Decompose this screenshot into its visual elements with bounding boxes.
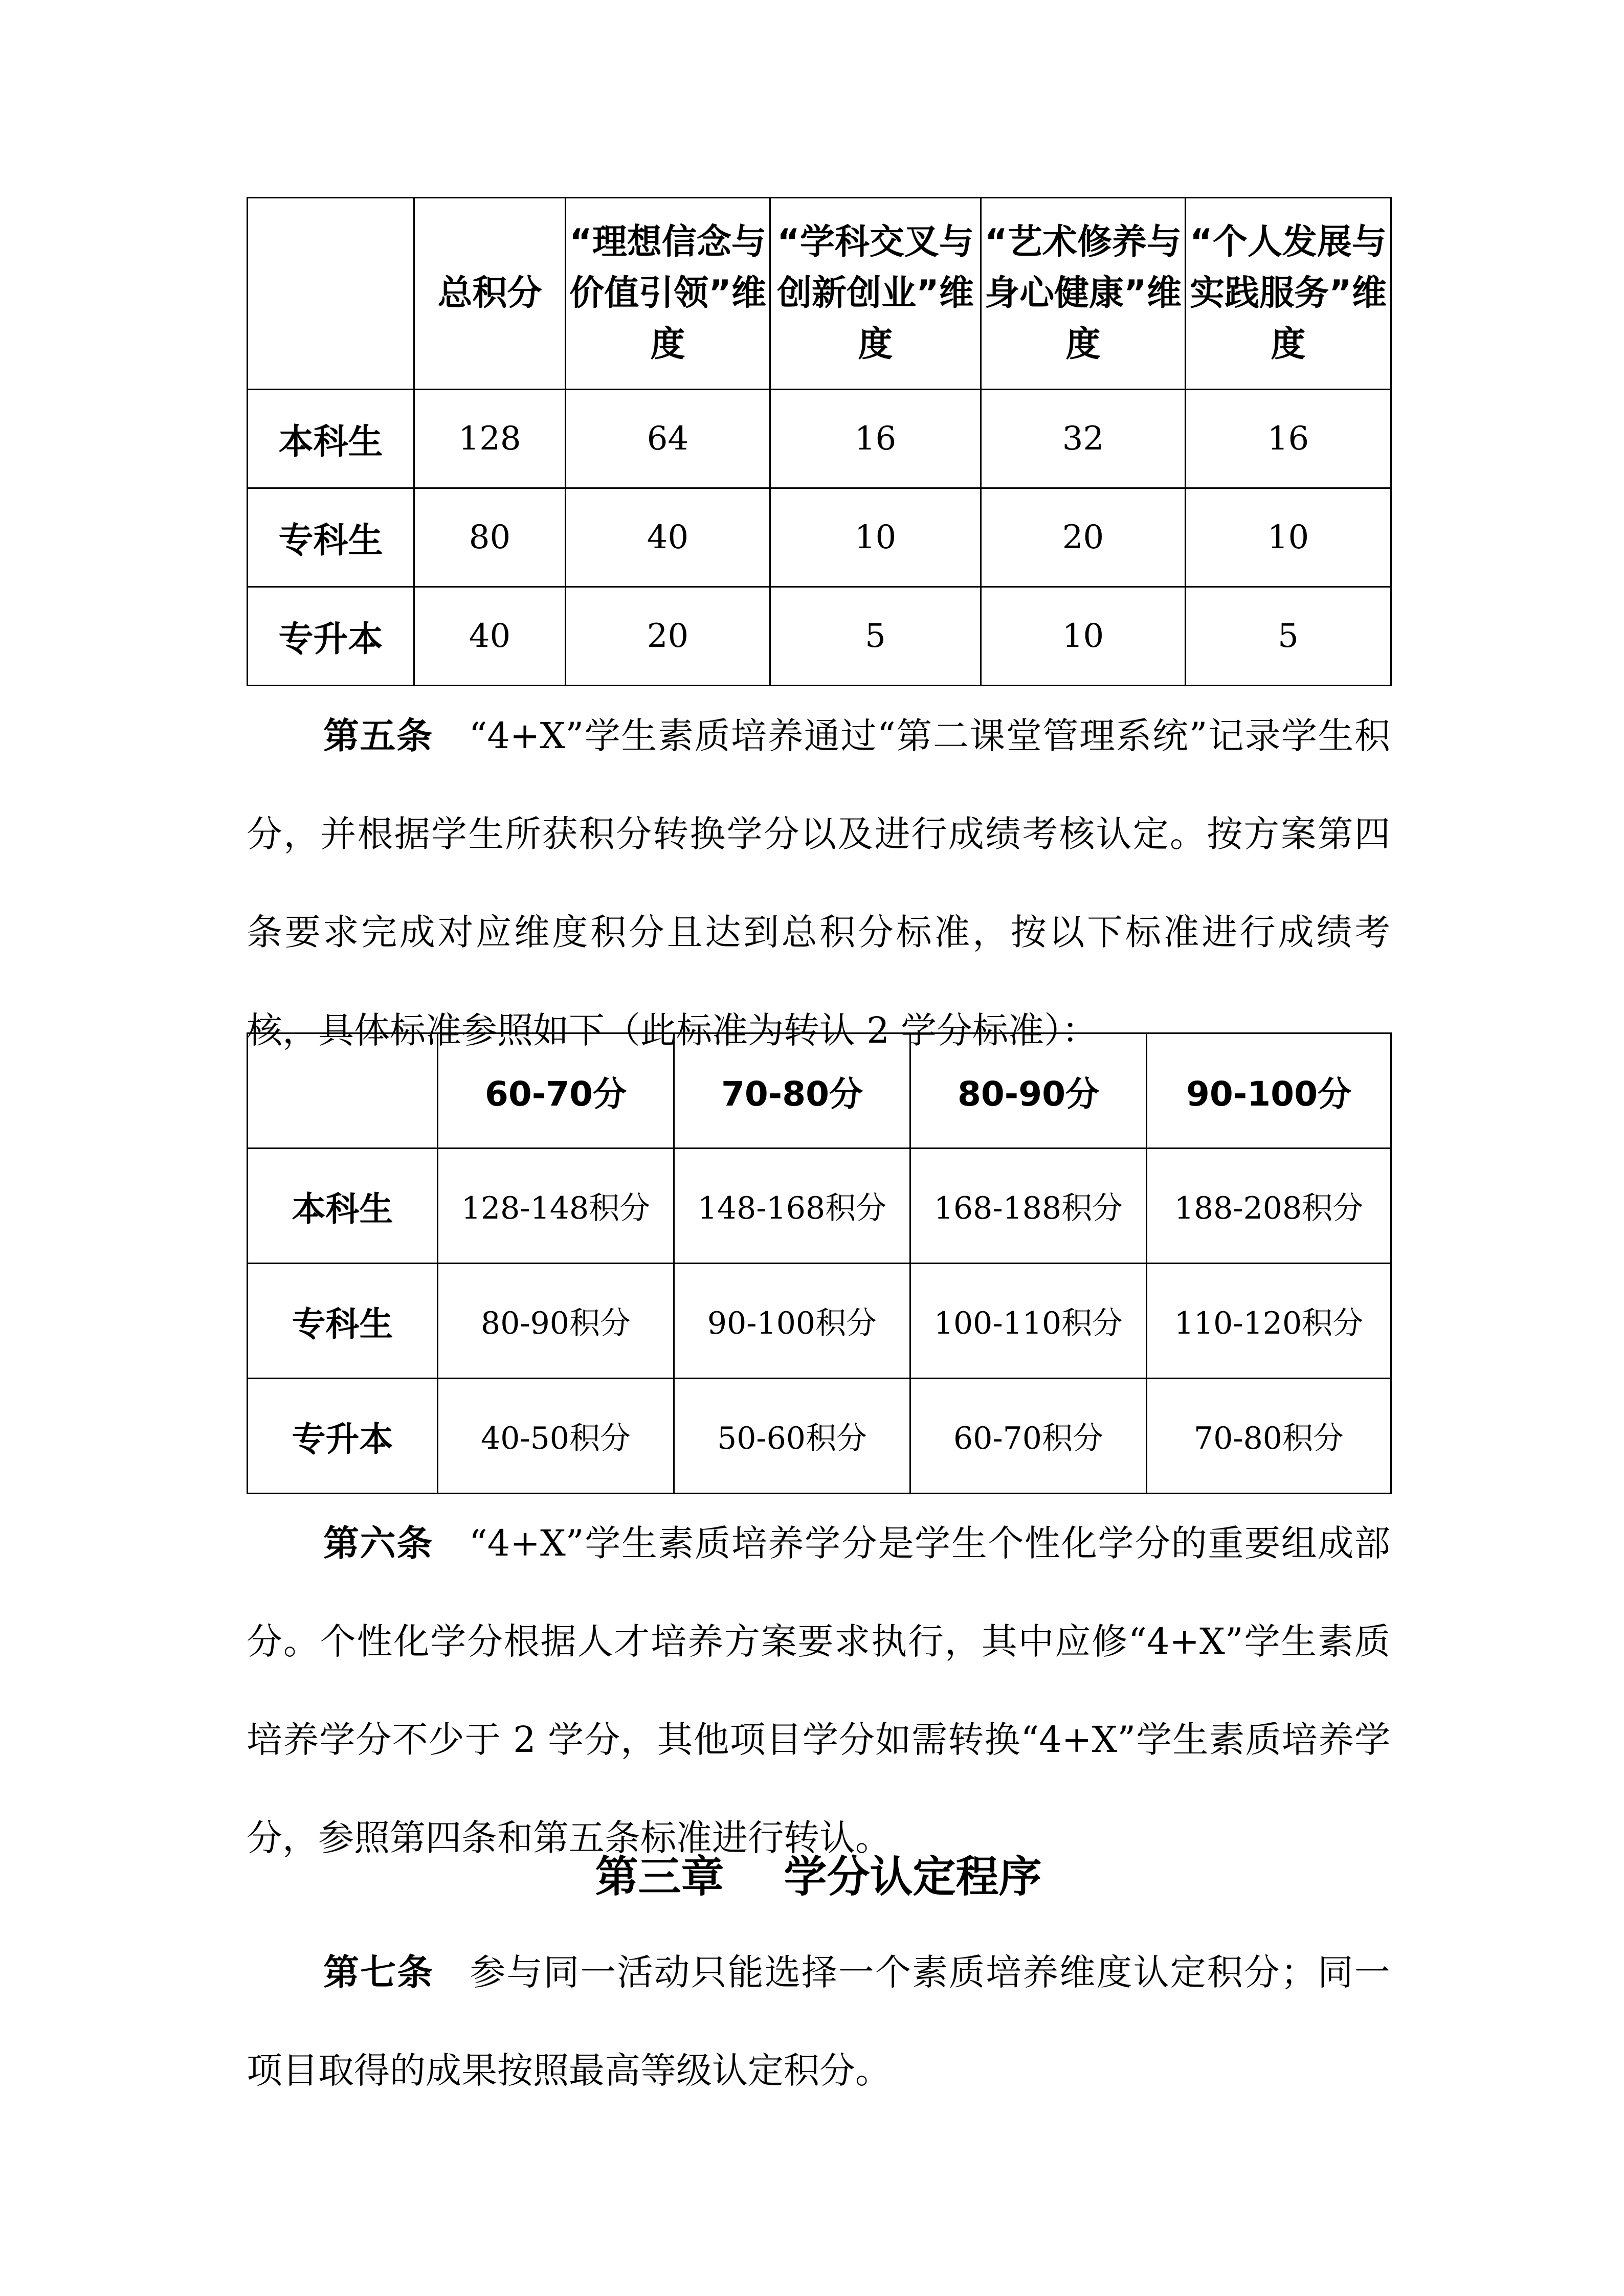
table-row	[248, 488, 1391, 587]
row-label: 专升本	[248, 587, 414, 686]
header-grade-60-70: 60-70分	[438, 1033, 674, 1149]
table-cell: 60-70积分	[910, 1379, 1147, 1494]
table-cell: 128	[414, 390, 566, 488]
table-cell: 20	[981, 488, 1186, 587]
header-interdisciplinary-dimension: “学科交叉与创新创业”维度	[770, 198, 981, 390]
header-cell	[248, 1033, 438, 1149]
table-cell: 90-100积分	[674, 1264, 910, 1379]
row-label: 专升本	[248, 1379, 438, 1494]
article-6-title: 第六条	[323, 1522, 433, 1564]
article-6-text: “4+X”学生素质培养学分是学生个性化学分的重要组成部分。个性化学分根据人才培养方案要求执行，其中应修“4+X”学生素质培养学分不少于 2 学分，其他项目学分如需转换“4+X”学生素质培养学分，参照第四条和第五条标准进行转认。	[247, 1522, 1390, 1859]
table-cell: 168-188积分	[910, 1149, 1147, 1264]
table-cell: 20	[566, 587, 770, 686]
header-ideals-dimension: “理想信念与价值引领”维度	[566, 198, 770, 390]
table-cell: 148-168积分	[674, 1149, 910, 1264]
article-6-paragraph	[247, 1494, 1390, 1887]
row-label: 专科生	[248, 488, 414, 587]
table-cell: 5	[1186, 587, 1391, 686]
article-5-title: 第五条	[323, 715, 433, 757]
table-header-row	[248, 1033, 1391, 1149]
table-row	[248, 1379, 1391, 1494]
header-grade-80-90: 80-90分	[910, 1033, 1147, 1149]
grade-conversion-table	[247, 1032, 1392, 1494]
dimension-credit-table	[247, 197, 1392, 686]
row-label: 专科生	[248, 1264, 438, 1379]
table-cell: 50-60积分	[674, 1379, 910, 1494]
table-cell: 40	[414, 587, 566, 686]
article-5-paragraph	[247, 687, 1390, 1079]
table-row	[248, 390, 1391, 488]
table-cell: 10	[770, 488, 981, 587]
table-cell: 80-90积分	[438, 1264, 674, 1379]
chapter-3-heading: 第三章 学分认定程序	[595, 1852, 1042, 1902]
table-cell: 32	[981, 390, 1186, 488]
header-grade-90-100: 90-100分	[1147, 1033, 1391, 1149]
article-7-paragraph	[247, 1923, 1390, 2120]
table-cell: 188-208积分	[1147, 1149, 1391, 1264]
header-total-credits: 总积分	[414, 198, 566, 390]
row-label: 本科生	[248, 1149, 438, 1264]
table-row	[248, 1149, 1391, 1264]
article-7-title: 第七条	[323, 1951, 434, 1993]
table-cell: 16	[770, 390, 981, 488]
table-cell: 5	[770, 587, 981, 686]
table-cell: 100-110积分	[910, 1264, 1147, 1379]
header-arts-health-dimension: “艺术修养与身心健康”维度	[981, 198, 1186, 390]
article-5-text: “4+X”学生素质培养通过“第二课堂管理系统”记录学生积分，并根据学生所获积分转换学分以及进行成绩考核认定。按方案第四条要求完成对应维度积分且达到总积分标准，按以下标准进行成绩考核，具体标准参照如下（此标准为转认 2 学分标准）：	[247, 715, 1391, 1051]
table-cell: 40-50积分	[438, 1379, 674, 1494]
table-row	[248, 1264, 1391, 1379]
table-cell: 40	[566, 488, 770, 587]
table-cell: 64	[566, 390, 770, 488]
table-cell: 10	[1186, 488, 1391, 587]
table-cell: 16	[1186, 390, 1391, 488]
table-row	[248, 587, 1391, 686]
header-grade-70-80: 70-80分	[674, 1033, 910, 1149]
article-7-text: 参与同一活动只能选择一个素质培养维度认定积分；同一项目取得的成果按照最高等级认定积分。	[247, 1951, 1391, 2091]
table-cell: 110-120积分	[1147, 1264, 1391, 1379]
row-label: 本科生	[248, 390, 414, 488]
table-cell: 80	[414, 488, 566, 587]
header-cell	[248, 198, 414, 390]
table-cell: 10	[981, 587, 1186, 686]
table-cell: 70-80积分	[1147, 1379, 1391, 1494]
header-personal-practice-dimension: “个人发展与实践服务”维度	[1186, 198, 1391, 390]
table-cell: 128-148积分	[438, 1149, 674, 1264]
table-header-row	[248, 198, 1391, 390]
